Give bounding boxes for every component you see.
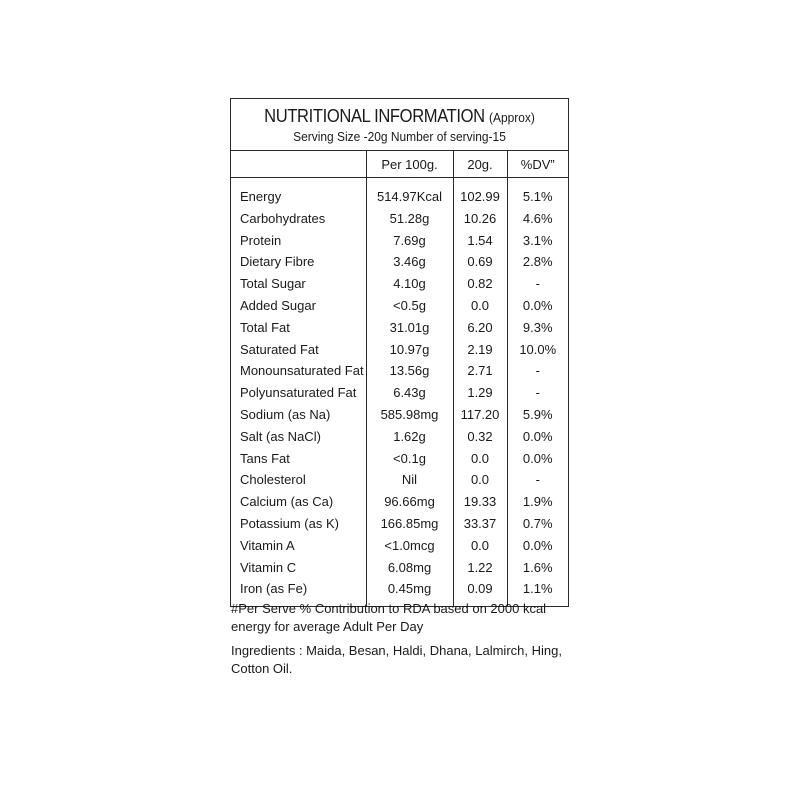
nutrient-name: Saturated Fat xyxy=(240,341,319,357)
table-header-row xyxy=(231,151,568,178)
title-suffix: (Approx) xyxy=(488,110,535,125)
nutrient-name: Carbohydrates xyxy=(240,210,326,226)
value-dv: 0.0% xyxy=(507,295,568,317)
value-dv: 4.6% xyxy=(507,208,568,230)
nutrient-name: Salt (as NaCl) xyxy=(240,428,321,444)
table-row xyxy=(231,491,568,513)
value-dv: 2.8% xyxy=(507,251,568,273)
value-per-20g: 6.20 xyxy=(453,317,507,339)
table-row xyxy=(231,535,568,557)
value-dv: 3.1% xyxy=(507,230,568,252)
nutrition-panel xyxy=(230,98,569,607)
title-text: NUTRITIONAL INFORMATION xyxy=(264,106,485,126)
value-per-100g: 10.97g xyxy=(366,339,453,361)
value-per-100g: Nil xyxy=(366,469,453,491)
value-dv: 0.0% xyxy=(507,426,568,448)
table-row xyxy=(231,273,568,295)
value-per-20g: 1.54 xyxy=(453,230,507,252)
value-dv: - xyxy=(507,273,568,295)
value-per-20g: 0.32 xyxy=(453,426,507,448)
value-per-100g: 96.66mg xyxy=(366,491,453,513)
nutrient-name: Calcium (as Ca) xyxy=(240,494,334,510)
value-per-100g: <1.0mcg xyxy=(366,535,453,557)
value-per-100g: 51.28g xyxy=(366,208,453,230)
value-per-100g: 4.10g xyxy=(366,273,453,295)
table-row xyxy=(231,317,568,339)
nutrient-name: Potassium (as K) xyxy=(240,515,339,531)
value-per-20g: 19.33 xyxy=(453,491,507,513)
value-per-20g: 0.0 xyxy=(453,448,507,470)
value-dv: 1.9% xyxy=(507,491,568,513)
value-per-100g: <0.5g xyxy=(366,295,453,317)
table-row xyxy=(231,382,568,404)
table-row xyxy=(231,208,568,230)
nutrient-name: Monounsaturated Fat xyxy=(240,363,364,379)
table-row xyxy=(231,230,568,252)
table-row xyxy=(231,178,568,208)
value-per-20g: 102.99 xyxy=(453,178,507,208)
table-row xyxy=(231,513,568,535)
value-per-20g: 2.19 xyxy=(453,339,507,361)
nutrient-name: Total Fat xyxy=(240,319,290,335)
column-header-dv: %DV” xyxy=(507,151,568,178)
value-dv: 0.0% xyxy=(507,535,568,557)
nutrient-name: Protein xyxy=(240,232,282,248)
value-per-20g: 117.20 xyxy=(453,404,507,426)
value-per-100g: 585.98mg xyxy=(366,404,453,426)
nutrient-name: Total Sugar xyxy=(240,276,306,292)
table-row xyxy=(231,404,568,426)
value-per-20g: 10.26 xyxy=(453,208,507,230)
nutrition-table xyxy=(231,151,568,606)
value-per-20g: 2.71 xyxy=(453,360,507,382)
value-dv: - xyxy=(507,469,568,491)
value-dv: 10.0% xyxy=(507,339,568,361)
value-per-20g: 1.22 xyxy=(453,557,507,579)
value-per-20g: 0.69 xyxy=(453,251,507,273)
value-per-20g: 1.29 xyxy=(453,382,507,404)
ingredients-text: Ingredients : Maida, Besan, Haldi, Dhana, Lalmirch, Hing, Cotton Oil. xyxy=(231,643,562,676)
nutrient-name: Polyunsaturated Fat xyxy=(240,385,357,401)
nutrient-name: Vitamin C xyxy=(240,559,297,575)
value-dv: 0.0% xyxy=(507,448,568,470)
column-header-nutrient xyxy=(231,151,366,178)
table-row xyxy=(231,469,568,491)
value-per-20g: 0.0 xyxy=(453,295,507,317)
table-row xyxy=(231,557,568,579)
rda-footnote: #Per Serve % Contribution to RDA based on 2000 kcal energy for average Adult Per Day xyxy=(231,601,547,634)
value-per-100g: 7.69g xyxy=(366,230,453,252)
value-dv: 9.3% xyxy=(507,317,568,339)
value-dv: 1.1% xyxy=(507,578,568,606)
table-body xyxy=(231,178,568,607)
table-row xyxy=(231,251,568,273)
panel-header xyxy=(231,99,568,151)
value-per-100g: 13.56g xyxy=(366,360,453,382)
value-per-100g: 1.62g xyxy=(366,426,453,448)
value-per-20g: 33.37 xyxy=(453,513,507,535)
nutrient-name: Vitamin A xyxy=(240,537,295,553)
nutrient-name: Dietary Fibre xyxy=(240,254,315,270)
column-header-per-100g: Per 100g. xyxy=(366,151,453,178)
value-per-20g: 0.0 xyxy=(453,535,507,557)
value-dv: 0.7% xyxy=(507,513,568,535)
value-dv: 1.6% xyxy=(507,557,568,579)
value-per-100g: 514.97Kcal xyxy=(366,178,453,208)
table-row xyxy=(231,360,568,382)
value-per-20g: 0.0 xyxy=(453,469,507,491)
value-dv: - xyxy=(507,360,568,382)
nutrient-name: Energy xyxy=(240,189,282,204)
value-per-100g: <0.1g xyxy=(366,448,453,470)
table-row xyxy=(231,295,568,317)
value-per-100g: 0.45mg xyxy=(366,578,453,606)
nutrient-name: Added Sugar xyxy=(240,297,316,313)
value-per-100g: 3.46g xyxy=(366,251,453,273)
table-row xyxy=(231,448,568,470)
nutrient-name: Tans Fat xyxy=(240,450,290,466)
column-header-per-20g: 20g. xyxy=(453,151,507,178)
value-per-100g: 6.43g xyxy=(366,382,453,404)
value-dv: 5.9% xyxy=(507,404,568,426)
table-row xyxy=(231,426,568,448)
nutrient-name: Sodium (as Na) xyxy=(240,406,331,422)
value-dv: - xyxy=(507,382,568,404)
serving-info: Serving Size -20g Number of serving-15 xyxy=(293,129,506,144)
value-dv: 5.1% xyxy=(507,178,568,208)
value-per-100g: 31.01g xyxy=(366,317,453,339)
panel-title xyxy=(244,105,554,129)
value-per-20g: 0.82 xyxy=(453,273,507,295)
value-per-100g: 166.85mg xyxy=(366,513,453,535)
nutrient-name: Cholesterol xyxy=(240,472,306,488)
value-per-100g: 6.08mg xyxy=(366,557,453,579)
table-row xyxy=(231,339,568,361)
nutrient-name: Iron (as Fe) xyxy=(240,581,308,597)
value-per-20g: 0.09 xyxy=(453,578,507,606)
